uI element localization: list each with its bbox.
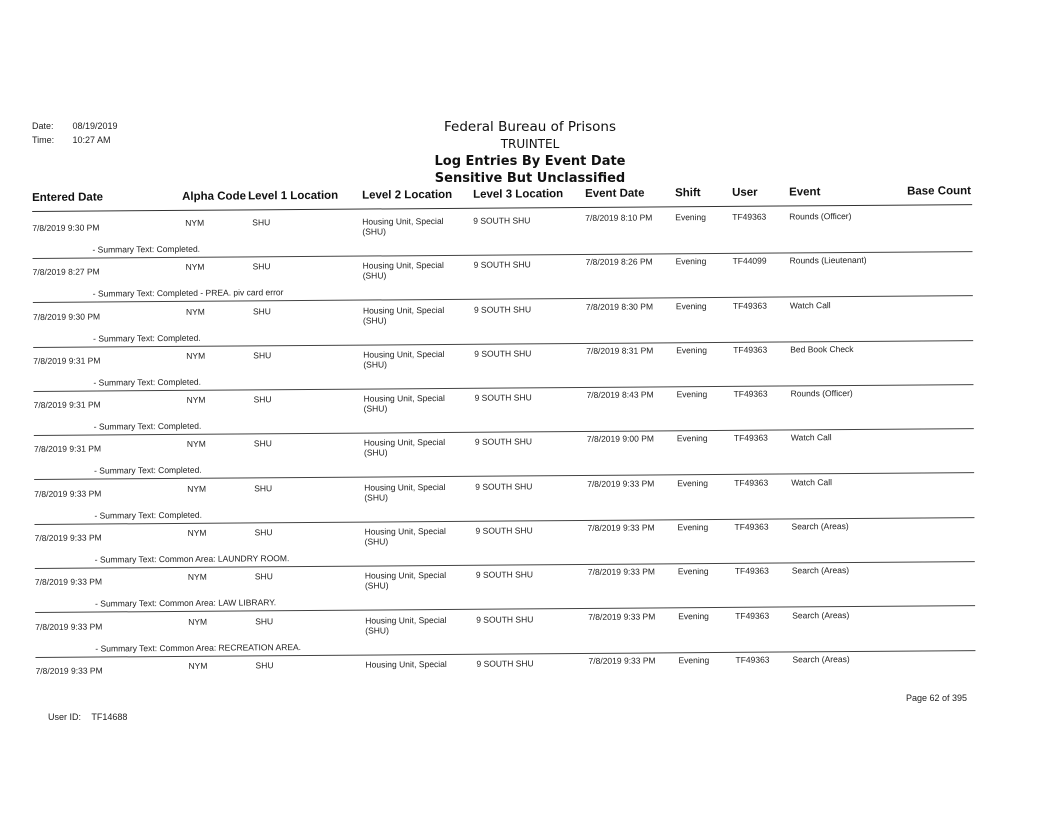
cell-level2: Housing Unit, Special (SHU) [363, 437, 446, 459]
cell-shift: Evening [678, 610, 709, 621]
cell-event: Search (Areas) [792, 609, 850, 621]
cell-alpha-code: NYM [187, 483, 207, 494]
cell-level1: SHU [252, 217, 271, 228]
log-entry [35, 652, 975, 703]
cell-alpha-code: NYM [185, 217, 205, 228]
cell-event-date: 7/8/2019 9:33 PM [587, 478, 655, 489]
table-row [33, 253, 973, 288]
col-shift: Shift [675, 187, 701, 200]
cell-alpha-code: NYM [185, 262, 205, 273]
cell-event: Rounds (Lieutenant) [789, 255, 867, 266]
cell-shift: Evening [675, 212, 707, 223]
cell-user: TF49363 [735, 610, 770, 621]
summary-text: - Summary Text: Common Area: LAUNDRY ROOM. [94, 553, 290, 565]
cell-user: TF49363 [732, 211, 767, 222]
agency-title: Federal Bureau of Prisons [444, 119, 616, 135]
cell-shift: Evening [676, 433, 708, 444]
page-number: Page 62 of 395 [906, 693, 968, 703]
cell-level1: SHU [254, 527, 273, 538]
table-row [33, 298, 973, 333]
col-event: Event [789, 186, 821, 199]
cell-level2: Housing Unit, Special (SHU) [363, 348, 445, 370]
log-entry [33, 342, 973, 393]
cell-level3: 9 SOUTH SHU [475, 481, 533, 492]
cell-level1: SHU [255, 615, 274, 627]
cell-level2: Housing Unit, Special (SHU) [364, 526, 446, 547]
col-level2-location: Level 2 Location [362, 188, 453, 202]
cell-level3: 9 SOUTH SHU [475, 569, 534, 581]
cell-level2: Housing Unit, Special (SHU) [362, 215, 444, 237]
summary-text: - Summary Text: Common Area: RECREATION AREA. [95, 641, 302, 654]
report-title: Log Entries By Event Date [434, 154, 626, 169]
log-entry [34, 386, 974, 437]
cell-user: TF49363 [734, 521, 769, 532]
cell-user: TF49363 [733, 344, 768, 355]
cell-user: TF49363 [732, 300, 767, 311]
cell-alpha-code: NYM [188, 660, 208, 671]
system-name: TRUINTEL [500, 137, 560, 151]
cell-alpha-code: NYM [186, 439, 206, 450]
cell-event: Search (Areas) [791, 521, 849, 532]
cell-event: Search (Areas) [792, 653, 850, 665]
cell-event: Watch Call [790, 432, 832, 443]
print-date [32, 121, 118, 131]
summary-text: - Summary Text: Completed. [93, 376, 202, 388]
classification-banner: Sensitive But Unclassified [434, 171, 626, 186]
cell-event-date: 7/8/2019 8:10 PM [585, 212, 653, 223]
cell-event: Rounds (Officer) [789, 210, 852, 222]
cell-level3: 9 SOUTH SHU [474, 436, 533, 448]
log-entry [34, 475, 974, 526]
table-row [35, 608, 975, 643]
cell-shift: Evening [677, 477, 708, 489]
table-row [34, 431, 974, 466]
cell-event: Watch Call [789, 299, 831, 311]
cell-entered-date: 7/8/2019 9:33 PM [34, 532, 102, 544]
cell-level1: SHU [254, 483, 273, 494]
log-entry [34, 431, 974, 482]
col-level1-location: Level 1 Location [248, 189, 339, 203]
cell-level1: SHU [252, 305, 271, 316]
cell-level3: 9 SOUTH SHU [475, 525, 533, 536]
cell-level1: SHU [252, 261, 271, 272]
cell-entered-date: 7/8/2019 9:31 PM [33, 399, 101, 411]
cell-level3: 9 SOUTH SHU [474, 392, 532, 403]
cell-user: TF49363 [733, 388, 768, 400]
col-base-count: Base Count [907, 185, 972, 198]
cell-level3: 9 SOUTH SHU [473, 215, 531, 226]
cell-shift: Evening [677, 522, 709, 533]
cell-entered-date: 7/8/2019 9:33 PM [35, 665, 103, 676]
cell-event: Rounds (Officer) [790, 388, 853, 399]
col-event-date: Event Date [585, 187, 645, 200]
cell-entered-date: 7/8/2019 9:33 PM [35, 621, 103, 632]
log-table [32, 179, 976, 703]
cell-level2: Housing Unit, Special (SHU) [362, 304, 445, 326]
log-entry [33, 253, 973, 304]
cell-event: Watch Call [791, 476, 833, 488]
cell-event-date: 7/8/2019 8:26 PM [585, 256, 653, 268]
log-entry [35, 608, 975, 659]
cell-shift: Evening [675, 256, 707, 267]
cell-level3: 9 SOUTH SHU [476, 658, 534, 669]
table-row [35, 563, 975, 598]
summary-text: - Summary Text: Common Area: LAW LIBRARY. [95, 597, 277, 609]
col-alpha-code: Alpha Code [182, 190, 247, 203]
table-row [34, 519, 974, 554]
cell-shift: Evening [675, 300, 707, 311]
log-entry [32, 209, 972, 260]
cell-level2: Housing Unit, Special (SHU) [364, 481, 446, 503]
log-entry [34, 519, 974, 570]
cell-level2: Housing Unit, Special (SHU) [364, 570, 447, 591]
cell-entered-date: 7/8/2019 9:33 PM [34, 576, 103, 588]
cell-entered-date: 7/8/2019 9:30 PM [32, 311, 101, 322]
cell-user: TF49363 [733, 433, 768, 444]
table-row [34, 386, 974, 421]
cell-level3: 9 SOUTH SHU [473, 259, 531, 271]
cell-user: TF49363 [734, 477, 769, 488]
cell-event-date: 7/8/2019 9:33 PM [587, 566, 655, 578]
summary-text: - Summary Text: Completed. [93, 332, 201, 344]
print-time [32, 135, 111, 145]
cell-level2: Housing Unit, Special (SHU) [365, 614, 447, 636]
cell-level1: SHU [254, 571, 273, 582]
cell-event-date: 7/8/2019 9:33 PM [588, 655, 656, 666]
cell-level1: SHU [255, 660, 274, 671]
cell-entered-date: 7/8/2019 8:27 PM [32, 266, 100, 278]
cell-shift: Evening [677, 566, 709, 577]
cell-level1: SHU [253, 350, 272, 361]
footer-user-id [48, 712, 127, 722]
cell-event-date: 7/8/2019 8:31 PM [586, 345, 654, 356]
table-row [32, 209, 972, 244]
cell-level2: Housing Unit, Special (SHU) [362, 260, 444, 281]
log-entry [33, 298, 973, 349]
summary-text: - Summary Text: Completed. [93, 420, 202, 432]
table-row [33, 342, 973, 377]
cell-entered-date: 7/8/2019 9:31 PM [33, 355, 101, 366]
cell-level2: Housing Unit, Special (SHU) [363, 393, 445, 414]
print-date-value: 08/19/2019 [72, 121, 118, 131]
log-entries [32, 209, 976, 703]
cell-user: TF44099 [732, 255, 767, 267]
cell-alpha-code: NYM [188, 616, 208, 627]
log-entry [35, 563, 975, 614]
cell-user: TF49363 [735, 654, 770, 665]
col-level3-location: Level 3 Location [473, 188, 564, 201]
cell-event-date: 7/8/2019 8:30 PM [585, 301, 654, 312]
cell-event-date: 7/8/2019 9:33 PM [587, 522, 655, 534]
cell-event: Search (Areas) [791, 565, 850, 576]
print-time-label: Time: [32, 135, 55, 145]
cell-event: Bed Book Check [790, 343, 854, 355]
cell-level3: 9 SOUTH SHU [474, 348, 532, 359]
cell-level1: SHU [253, 438, 272, 449]
cell-event-date: 7/8/2019 9:33 PM [588, 611, 656, 622]
table-row [35, 652, 975, 687]
cell-level2: Housing Unit, Special [365, 658, 447, 670]
print-date-label: Date: [32, 121, 54, 131]
user-id-value: TF14688 [91, 712, 128, 722]
col-entered-date: Entered Date [32, 191, 104, 204]
summary-text: - Summary Text: Completed - PREA. piv card error [92, 287, 284, 299]
cell-alpha-code: NYM [187, 572, 207, 583]
summary-text: - Summary Text: Completed. [92, 243, 201, 255]
summary-text: - Summary Text: Completed. [94, 465, 202, 477]
cell-event-date: 7/8/2019 9:00 PM [586, 433, 655, 445]
cell-alpha-code: NYM [187, 527, 207, 538]
cell-entered-date: 7/8/2019 9:33 PM [34, 488, 102, 499]
cell-event-date: 7/8/2019 8:43 PM [586, 389, 654, 401]
cell-user: TF49363 [734, 565, 769, 577]
summary-text: - Summary Text: Completed. [94, 509, 202, 521]
col-user: User [732, 186, 758, 199]
user-id-label: User ID: [48, 712, 82, 722]
cell-shift: Evening [676, 389, 708, 400]
cell-alpha-code: NYM [186, 394, 206, 406]
table-row [34, 475, 974, 510]
cell-level3: 9 SOUTH SHU [473, 303, 532, 315]
cell-level3: 9 SOUTH SHU [476, 614, 534, 625]
cell-level1: SHU [253, 394, 272, 405]
cell-entered-date: 7/8/2019 9:30 PM [32, 222, 100, 233]
print-time-value: 10:27 AM [72, 135, 111, 145]
cell-alpha-code: NYM [186, 350, 206, 361]
cell-entered-date: 7/8/2019 9:31 PM [33, 443, 102, 455]
cell-alpha-code: NYM [185, 306, 205, 317]
cell-shift: Evening [678, 655, 710, 666]
cell-shift: Evening [676, 344, 707, 356]
